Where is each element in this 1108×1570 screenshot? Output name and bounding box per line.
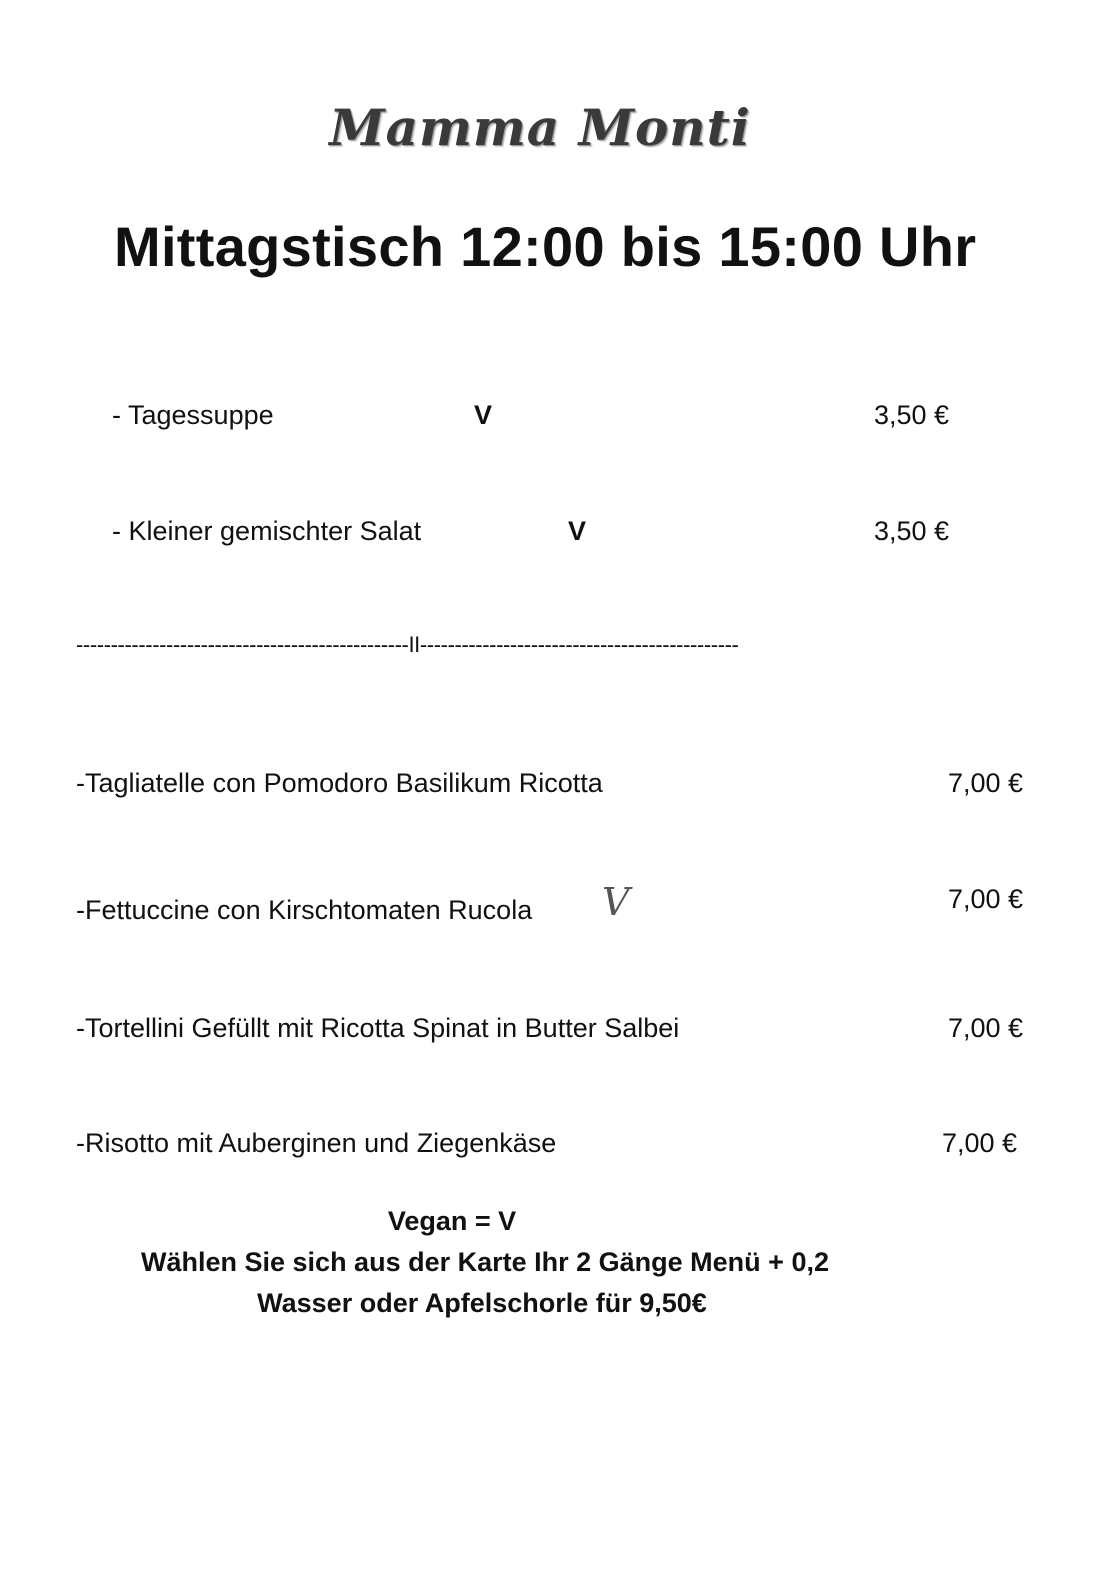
menu-item-salad: - Kleiner gemischter Salat — [112, 516, 422, 546]
menu-item-tagliatelle: -Tagliatelle con Pomodoro Basilikum Ricotta — [76, 768, 603, 798]
menu-item-price: 7,00 € — [948, 768, 1024, 798]
menu-item-price: 7,00 € — [948, 1013, 1024, 1043]
vegan-mark: V — [568, 516, 587, 546]
vegan-mark: V — [474, 400, 493, 430]
vegan-legend: Vegan = V — [387, 1206, 517, 1236]
menu-item-price: 3,50 € — [874, 516, 950, 546]
menu-item-tortellini: -Tortellini Gefüllt mit Ricotta Spinat in Butter Salbei — [76, 1013, 680, 1043]
menu-item-fettuccine: -Fettuccine con Kirschtomaten Rucola — [76, 895, 533, 925]
restaurant-logo: Mamma Monti — [329, 98, 751, 157]
page-title: Mittagstisch 12:00 bis 15:00 Uhr — [114, 215, 977, 278]
menu-item-soup: - Tagessuppe — [112, 400, 274, 430]
menu-item-risotto: -Risotto mit Auberginen und Ziegenkäse — [76, 1128, 557, 1158]
section-divider: ------------------------------------------------II---------------------------------------------- — [76, 632, 739, 657]
menu-item-price: 3,50 € — [874, 400, 950, 430]
menu-item-price: 7,00 € — [948, 884, 1024, 914]
menu-item-price: 7,00 € — [942, 1128, 1018, 1158]
offer-line-1: Wählen Sie sich aus der Karte Ihr 2 Gänge Menü + 0,2 — [141, 1247, 829, 1277]
offer-line-2: Wasser oder Apfelschorle für 9,50€ — [257, 1288, 707, 1318]
vegan-mark-script: V — [602, 880, 630, 924]
